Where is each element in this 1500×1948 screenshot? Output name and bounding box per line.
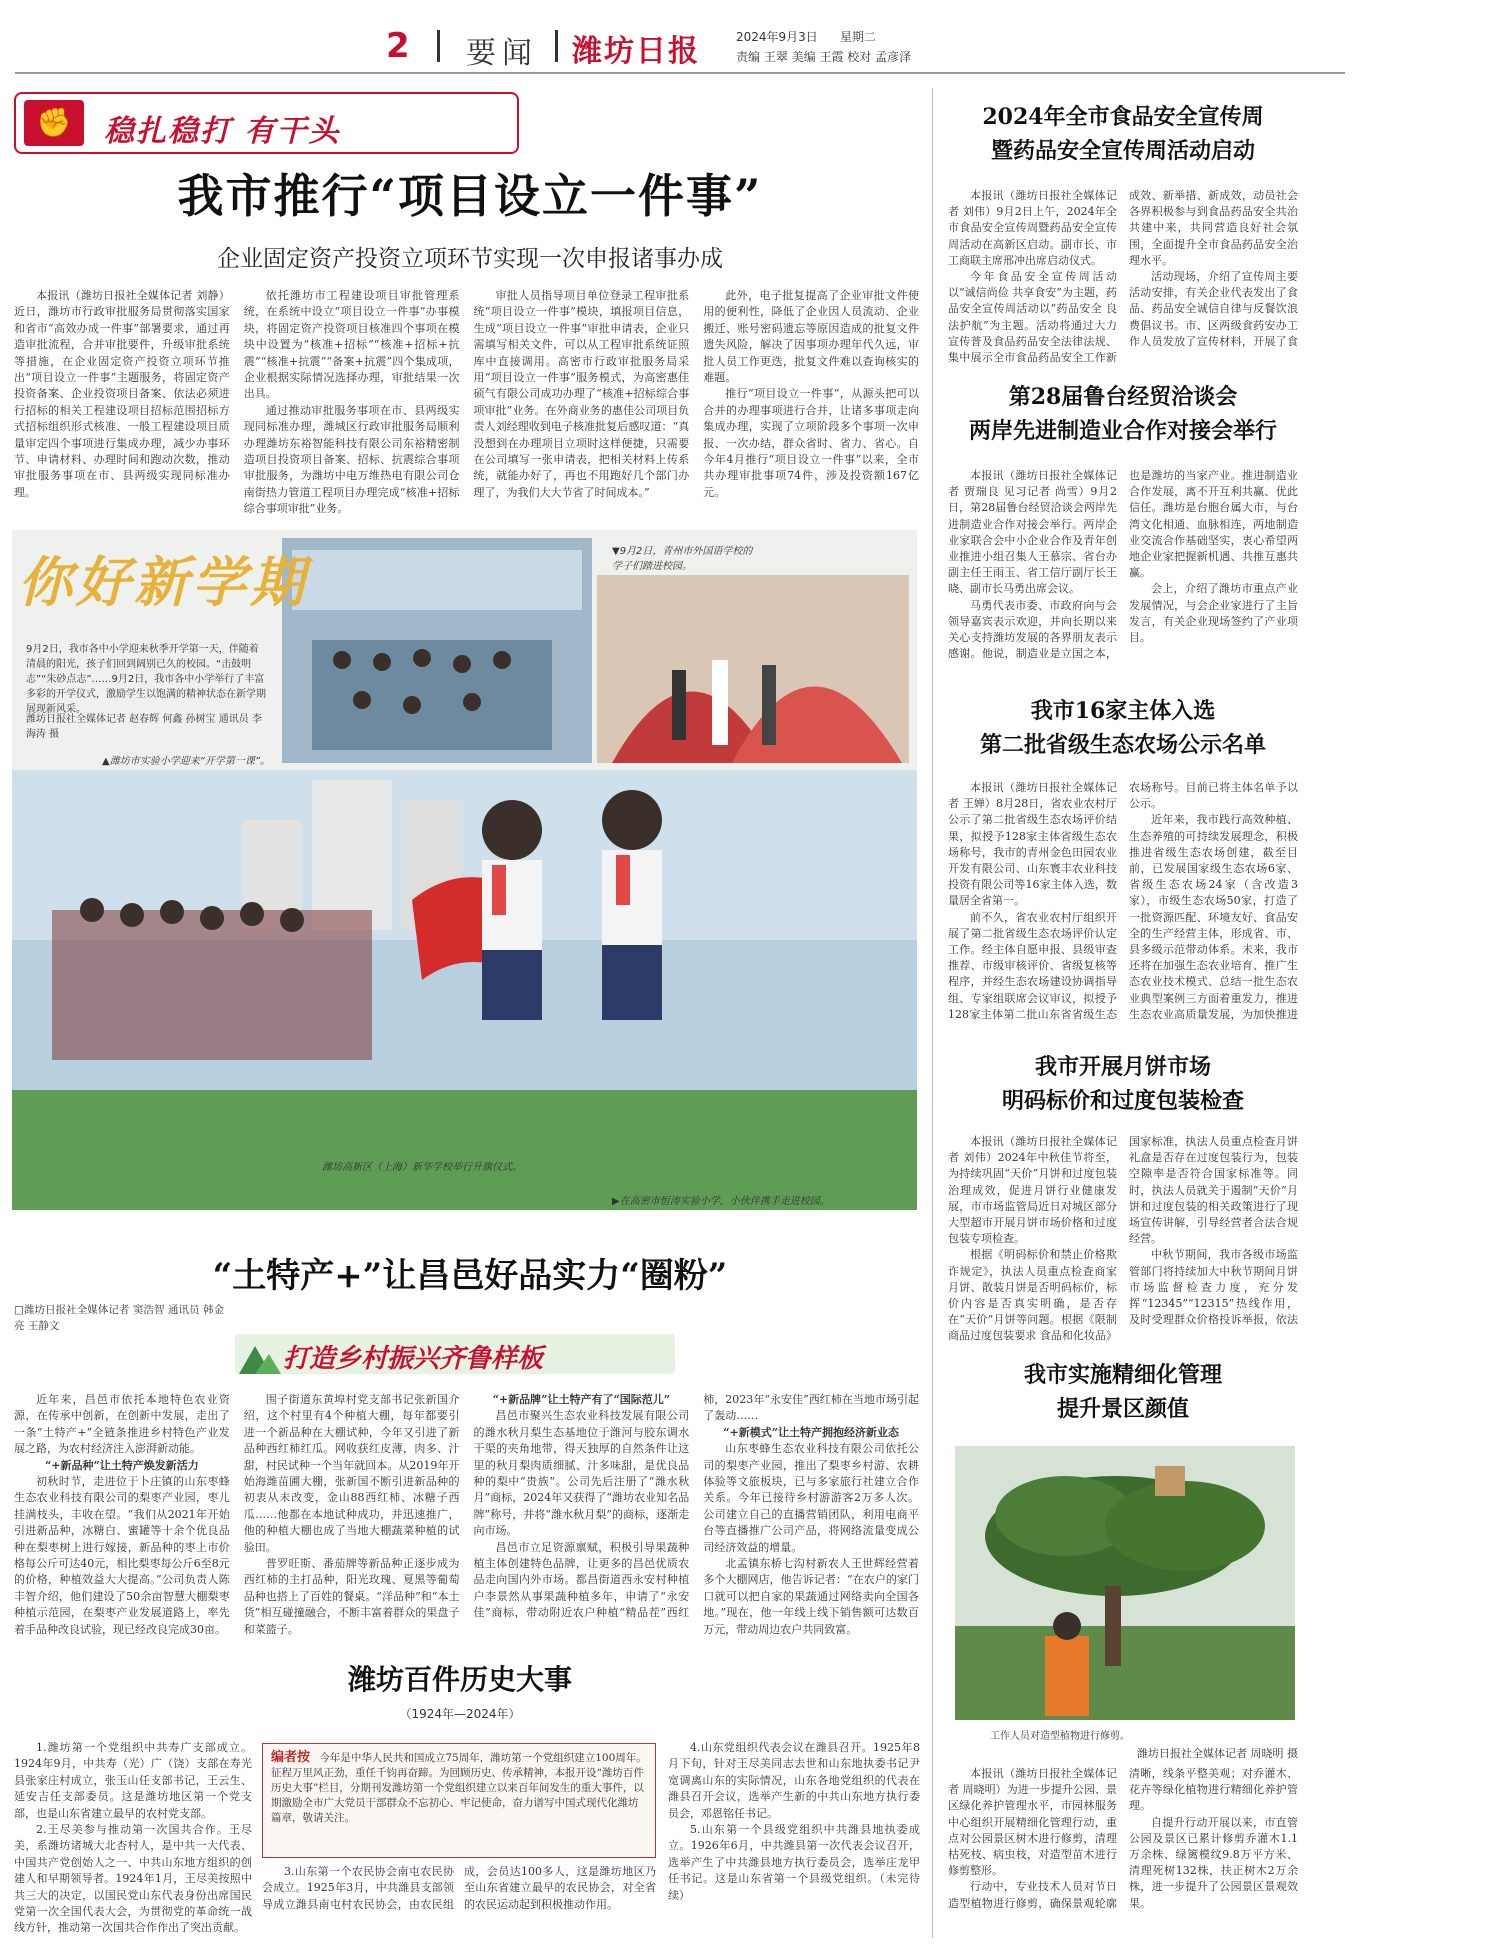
paragraph: 围子街道东黄埠村党支部书记张新国介绍，这个村里有4个种植大棚，每年都要引进一个新品种在大棚试种，今年又引进了新品种西红柿红瓜。网收获红皮薄，肉多、汁甜，村民试种一个当年就回本。从2019年开始海潍苗圃大棚，张新国不断引进新品种的初衷从未改变，金山88西红柿、冰糖子西瓜……他都在本地试种成功，并迅速推广，他的种植大棚也成了当地大棚蔬菜种植的试验田。: [243, 1393, 460, 1554]
paragraph: 本报讯（潍坊日报社全媒体记者 贾瑞良 见习记者 尚雪）9月2日，第28届鲁台经贸洽谈会两岸先进制造业合作对接会举行。两岸企业家联合会中小企业合作及青年创业推进小组召集人王慕宗、省台办副主任王雨玉、省工信厅副厅长王晓、副市长马勇出席会议。: [948, 469, 1117, 596]
paragraph: 2.王尽美参与推动第一次国共合作。王尽美，系潍坊诸城大北杏村人，是中共一大代表、中国共产党创始人之一、中共山东地方组织的创建人和早期领导者。1924年1月，王尽美按照中共三大的决定，以国民党山东代表身份出席国民党第一次全国代表大会，为贯彻党的革命统一战线方针，推动第一次国共合作作出了突出贡献。: [14, 1823, 252, 1935]
subhead: “+新模式”让土特产拥抱经济新业态: [723, 1425, 900, 1439]
paragraph: 活动现场，介绍了宣传周主要活动安排，有关企业代表发出了食品、药品安全诚信自律与反餐饮浪费倡议书。市、区两级食药安办工作人员发放了宣传材料，开展了食: [1129, 270, 1298, 348]
eco-farm-headline: [948, 694, 1298, 762]
photo-caption: ▶在高密市恒涛实验小学，小伙伴携手走进校园。: [612, 1196, 830, 1207]
paragraph: 通过推动审批服务事项在市、县两级实现同标准办理，潍城区行政审批服务局顺利办理潍坊东裕智能科技有限公司东裕精密制造项目投资项目备案、招标、抗震综合事项审批服务，为潍坊中电万维热电有限公司仓南街热力管道工程项目办理完成“核准+招标综合事项审批”业务。: [243, 403, 460, 516]
paragraph: 本报讯（潍坊日报社全媒体记者 刘伟）9月2日上午，2024年全市食品安全宣传周暨药品安全宣传周活动在高新区启动。副市长、市工商联主席邢冲出席启动仪式。: [948, 189, 1117, 267]
tutechan-headline: “土特产+”让昌邑好品实力“圈粉”: [212, 1256, 728, 1296]
fist-icon: ✊: [24, 100, 84, 146]
editor-note-box: [262, 1743, 656, 1858]
tutechan-body: [14, 1392, 919, 1642]
scenic-area-body: [948, 1766, 1298, 1938]
paragraph: 4.山东党组织代表会议在潍县召开。1925年8月下旬，针对王尽美同志去世和山东地执委书记尹宽调离山东的实际情况，山东各地党组织的代表在潍县召开会议，选举产生新的中共山东地方执行委员会，邓恩铭任书记。: [668, 1741, 920, 1820]
history-col-2: [262, 1864, 656, 1938]
food-safety-headline: [948, 100, 1298, 168]
paragraph: 中秋节期间，我市各级市场监管部门将持续加大中秋节期间月饼市场监督检查力度，充分发挥“12345”“12315”热线作用，及时受理群众价格投诉举报，依法: [1129, 1248, 1298, 1327]
photo-caption: ▲潍坊市实验小学迎来“开学第一课”。: [102, 756, 271, 767]
headline-line: 我市16家主体入选: [1030, 698, 1216, 724]
paragraph: 普罗旺斯、番茄牌等新品种正逐步成为西红柿的主打品种，阳光玫瑰、夏黑等葡萄品种也搭上了百姓的餐桌。“洋品种”和“本土货”相互碰撞融合，不断丰富着群众的果盘子和菜篮子。: [243, 1557, 460, 1636]
paragraph: 山东枣蜂生态农业科技有限公司依托公司的梨枣产业园，推出了梨枣乡村游、农耕体验等文旅板块，已与多家旅行社建立合作关系。今年已接待乡村游游客2万多人次。公司建立自己的直播营销团队，利用电商平台等直播推广公司产品，将网络流量变成公司经济效益的增量。: [703, 1442, 919, 1554]
editor-credits: 责编 王翠 美编 王霞 校对 孟彦泽: [736, 50, 912, 64]
history-col-1: [14, 1740, 252, 1938]
paragraph: 近年来，昌邑市依托本地特色农业资源，在传承中创新，在创新中发展，走出了一条“土特产+”全链条推进乡村特色产业发展之路，为农村经济注入澎湃新动能。: [14, 1393, 230, 1456]
headline-line: 2024年全市食品安全宣传周: [982, 104, 1264, 130]
photo-caption: 工作人员对造型植物进行修剪。: [990, 1731, 1130, 1742]
paragraph: 本报讯（潍坊日报社全媒体记者 刘伟）2024年中秋佳节将至，为持续巩固“天价”月饼和过度包装治理成效，促进月饼行业健康发展，市市场监管局近日对城区部分大型超市开展月饼市场价格和过度包装专项检查。: [948, 1135, 1117, 1246]
section-name: 要闻: [466, 36, 538, 71]
header-divider: [437, 30, 440, 62]
paragraph: 本报讯（潍坊日报社全媒体记者 刘静）近日，潍坊市行政审批服务局贯彻落实国家和省市“高效办成一件事”部署要求，通过再造审批流程，合并审批要件，升级审批系统等措施，在企业固定资产投资立项环节推出“项目设立一件事”主题服务，将固定资产投资备案、企业投资项目备案、依法必须进行招标的相关工程建设项目招标范围招标方式招标组织形式核准、一般工程建设项目质量审定四个事项进行集成办理，减少办事环节、申请材料、办理时间和跑动次数，推动审批服务事项在市、县两级实现同标准办理。: [14, 289, 230, 499]
paragraph: 近年来，我市践行高效种植、生态养殖的可持续发展理念，积极推进省级生态农场创建，截至目前，已发展国家级生态农场6家、省级生态农场24家（含改造3家），市级生态农场50家，打造了一批资源匹配、环境友好、食品安全的生产经营主体，形成省、市、县多级示范带动体系。未来，我市还将在加强生态农业培育、推广生态农业技术模式、总结一批生态农业典型案例三方面着重发力，推进生态农业高质量发展，为加快推进: [1129, 813, 1298, 1021]
paragraph: 本报讯（潍坊日报社全媒体记者 王婵）8月28日，省农业农村厅公示了第二批省级生态农场评价结果，拟授予128家主体省级生态农场称号，我市的青州金色田园农业开发有限公司、山东寰丰农业科技投资有限公司等16家主体入选，数量居全省第一。: [948, 781, 1117, 908]
header-divider: [555, 30, 558, 62]
scenic-area-headline: [948, 1358, 1298, 1426]
photo-caption: ▼9月2日，青州市外国语学校的学子们踏进校园。: [612, 546, 753, 572]
headline-line: 我市实施精细化管理: [1023, 1362, 1222, 1388]
headline-line: 明码标价和过度包装检查: [1001, 1088, 1244, 1114]
photo-caption: 潍坊高新区（上海）新华学校举行升旗仪式。: [322, 1162, 522, 1173]
history-col-3: [668, 1740, 920, 1938]
page-header: [0, 0, 1500, 75]
paragraph: 初秋时节，走进位于卜庄镇的山东枣蜂生态农业科技有限公司的梨枣产业园，枣儿挂满枝头，丰收在望。“我们从2021年开始引进新品种，冰糖白、蜜罐等十余个优良品种在梨枣树上进行嫁接，新品种的枣上市价格每公斤可达40元，相比梨枣每公斤6至8元的价格，种植效益大大提高。”公司负责人陈丰智介绍，他们建设了50余亩智慧大棚梨枣种植示范园，在梨枣产业发展道路上，率先着手品种改良试验，现已经改良完成30亩。: [14, 1475, 230, 1636]
headline-line: 两岸先进制造业合作对接会举行: [968, 418, 1277, 444]
feature-title: 你好新学期: [18, 550, 308, 614]
food-safety-body: [948, 188, 1298, 368]
headline-line: 暨药品安全宣传周活动启动: [990, 138, 1255, 164]
headline-line: 我市开展月饼市场: [1034, 1054, 1211, 1080]
lead-headline: 我市推行“项目设立一件事”: [177, 169, 763, 223]
paper-logo: 潍坊日报: [572, 34, 700, 69]
eco-farm-body: [948, 780, 1298, 1050]
headline-line: 第二批省级生态农场公示名单: [979, 732, 1266, 758]
paragraph: 昌邑市立足资源禀赋，积极引导果蔬种植主体创建特色品牌，让更多的昌邑优质农品走向国内外市场。都昌街道西永安村种植户李景然从事果蔬种植多年，申请了“永安佳”商标，带动附近农户种植“精品茬”西红柿，2023年“永安佳”西红柿在当地市场引起了轰动……: [473, 1393, 919, 1620]
paragraph: 自提升行动开展以来，市直管公园及景区已累计修剪乔灌木1.1万余株、绿篱模纹9.8万平方米、清理死树132株，扶正树木2万余株，进一步提升了公园景区景观效果。: [1129, 1815, 1298, 1910]
paragraph: 3.山东第一个农民协会南屯农民协会成立。1925年3月，中共潍县支部领导成立潍县南屯村农民协会，由农民组成，会员达100多人，这是潍坊地区乃至山东省建立最早的农民协会，对全省的农民运动起到积极推动作用。: [262, 1865, 656, 1911]
paragraph: 审批人员指导项目单位登录工程审批系统“项目设立一件事”模块，填报项目信息，生成“项目设立一件事”审批申请表，企业只需填写相关文件，可以从工程审批系统证照库中直接调用。高密市行政审批服务局采用“项目设立一件事”服务模式，为高密惠佳硕气有限公司成功办理了“核准+招标综合事项审批”业务。在外商业务的惠佳公司项目负责人刘经理收到电子核准批复后感叹道：“真没想到在办理项目立项时这样便捷，只需要在公司填写一张申请表，把相关材料上传系统，就能办好了，再也不用跑好几个部门办理了，为我们大大节省了时间成本。”: [473, 289, 690, 499]
history-years: （1924年—2024年）: [399, 1707, 521, 1721]
paragraph: 行动中，专业技术人员对节日造型植物进行修剪，确保景观轮廓清晰，线条平整美观；对乔灌木、花卉等绿化植物进行精细化养护管理。: [948, 1767, 1298, 1910]
banner-text: 打造乡村振兴齐鲁样板: [283, 1344, 544, 1374]
paragraph: 北孟镇东桥七沟村新农人王世辉经营着多个大棚网店，他告诉记者：“在农户的家门口就可以把自家的果蔬通过网络卖向全国各地。”现在，他一年线上线下销售额可达数百万元，带动周边农户共同致富。: [703, 1557, 919, 1636]
lead-body: [14, 288, 919, 518]
feature-caption: 9月2日，我市各中小学迎来秋季开学第一天，伴随着清晨的阳光，孩子们回到阔别已久的校园。“击鼓明志”“朱砂点志”……9月2日，我市各中小学举行了丰富多彩的开学仪式，激励学生以饱满的精神状态在新学期展现新风采。: [26, 644, 266, 715]
paragraph: 1.潍坊第一个党组织中共寿广支部成立。1924年9月，中共寿（光）广（饶）支部在寿光县张家庄村成立，张玉山任支部书记，王云生、延安吉任支部委员。这是潍坊地区第一个党支部，也是山东省建立最早的农村党支部。: [14, 1741, 252, 1820]
paragraph: 此外，电子批复提高了企业审批文件使用的便利性，降低了企业因人员流动、企业搬迁、账号密码遗忘等原因造成的批复文件遗失风险，解决了因事项办理年代久远，审批人员工作更迭，批复文件难以查询核实的难题。: [703, 289, 919, 385]
headline-line: 第28届鲁台经贸洽谈会: [1008, 384, 1238, 410]
banner-text: 稳扎稳打 有干头: [104, 114, 341, 149]
topiary-photo: [955, 1446, 1295, 1720]
paragraph: 今年食品安全宣传周活动以“诚信尚俭 共享食安”为主题，药品安全宣传周活动以“药品安全 良法护航”为主题。活动将通过大力宣传普及食品药品安全法律法规、集中展示全市食品药品安全工作新成效、新举措、新成效，动员社会各界积极参与到食品药品安全共治共建中来，共同营造良好社会氛围，全面提升全市食品药品安全治理水平。: [948, 189, 1298, 365]
paragraph: 依托潍坊市工程建设项目审批管理系统，在系统中设立“项目设立一件事”办事模块，将固定资产投资项目核准四个事项在模块中设置为“核准+招标”“核准+招标+抗震”“核准+抗震”“备案+抗震”四个集成项，企业根据实际情况选择办理，审批结果一次出具。: [243, 289, 460, 401]
lutai-headline: [948, 380, 1298, 448]
headline-line: 提升景区颜值: [1056, 1396, 1189, 1422]
lead-subheadline: 企业固定资产投资立项环节实现一次申报诸事办成: [217, 246, 723, 272]
rural-revitalization-banner: [235, 1328, 675, 1380]
paragraph: 马勇代表市委、市政府向与会领导嘉宾表示欢迎，并向长期以来关心支持潍坊发展的各界朋友表示感谢。他说，制造业是立国之本，也是潍坊的当家产业。推进制造业合作发展，离不开互利共赢、优此信任。潍坊是台胞台属大市，与台湾文化相通、血脉相连，两地制造业交流合作基础坚实，衷心希望两地企业家把握新机遇、共推互惠共赢。: [948, 469, 1298, 661]
photo-feature: [12, 530, 917, 1210]
paragraph: 会上，介绍了潍坊市重点产业发展情况，与会企业家进行了主旨发言，有关企业现场签约了产业项目。: [1129, 582, 1298, 645]
issue-weekday: 星期二: [840, 30, 877, 44]
paragraph: 前不久，省农业农村厅组织开展了第二批省级生态农场评价认定工作。经主体自愿申报、县级审查推荐、市级审核评价、省级复核等程序，并经生态农场建设协调指导组、专家组联席会议审议，拟授予128家主体第二批山东省省级生态农场称号。目前已将主体名单予以公示。: [948, 781, 1298, 1021]
editor-note-text: 今年是中华人民共和国成立75周年，潍坊第一个党组织建立100周年。征程万里风正劲，重任千钧再奋蹄。为回顾历史、传承精神，本报开设“潍坊百件历史大事”栏目，分期刊发潍坊第一个党组织建立以来百年间发生的重大事件，以期激励全市广大党员干部群众不忘初心、牢记使命，奋力谱写中国式现代化潍坊篇章，敬请关注。: [271, 1752, 647, 1824]
editor-note-label: 编者按: [271, 1750, 311, 1765]
paragraph: 推行“项目设立一件事”，从源头把可以合并的办理事项进行合并，让诸多事项走向集成办理，实现了立项阶段多个事项一次申报、一次办结，群众省时、省力、省心。自今年4月推行“项目设立一件事”以来，全市共办理审批事项74件，涉及投资额167亿元。: [703, 387, 919, 499]
paragraph: 本报讯（潍坊日报社全媒体记者 周晓明）为进一步提升公园、景区绿化养护管理水平，市园林服务中心组织开展精细化管理行动，重点对公园景区树木进行修剪，清理枯死枝、病虫枝，对造型苗木进行修剪整形。: [948, 1767, 1117, 1878]
lutai-body: [948, 468, 1298, 688]
feature-credit: 潍坊日报社全媒体记者 赵春辉 何鑫 孙树宝 通讯员 李海涛 摄: [26, 714, 262, 740]
photo-credit: 潍坊日报社全媒体记者 周晓明 摄: [1137, 1747, 1298, 1760]
paragraph: 5.山东第一个县级党组织中共潍县地执委成立。1926年6月，中共潍县第一次代表会议召开，选举产生了中共潍县地方执行委员会，选举庄龙甲任书记。这是山东省第一个县级党组织。（未完待续）: [668, 1823, 920, 1902]
history-headline: 潍坊百件历史大事: [347, 1663, 572, 1696]
photo-collage: [12, 530, 917, 1210]
tutechan-byline: □潍坊日报社全媒体记者 窦浩智 通讯员 韩金亮 王静文: [14, 1304, 224, 1332]
column-divider: [932, 88, 933, 1938]
mooncake-headline: [948, 1050, 1298, 1118]
header-rule: [15, 72, 1345, 74]
subhead: “+新品种”让土特产焕发新活力: [44, 1458, 199, 1472]
page-number: 2: [386, 26, 410, 66]
subhead: “+新品牌”让土特产有了“国际范儿”: [492, 1393, 671, 1406]
column-banner: [14, 92, 519, 154]
mooncake-body: [948, 1134, 1298, 1354]
paragraph: 昌邑市聚兴生态农业科技发展有限公司的潍水秋月梨生态基地位于潍河与胶东调水干渠的夹角地带，得天独厚的自然条件让这里的秋月梨肉质细腻、汁多味甜，是优良品种的梨中“贵族”。公司先后注册了“潍水秋月”商标，2024年又获得了“潍坊农业知名品牌”称号，并将“潍水秋月梨”的商标，逐渐走向市场。: [473, 1409, 690, 1538]
issue-date: 2024年9月3日: [736, 30, 818, 44]
paragraph: 根据《明码标价和禁止价格欺诈规定》，执法人员重点检查商家月饼、散装月饼是否明码标价，标价内容是否真实明确，是否存在“天价”月饼等问题。根据《限制商品过度包装要求 食品和化妆品》国家标准，执法人员重点检查月饼礼盒是否存在过度包装行为，包装空隙率是否符合国家标准等。同时，执法人员就关于遏制“天价”月饼和过度包装的相关政策进行了现场宣传讲解，引导经营者合法合规经营。: [948, 1135, 1298, 1343]
